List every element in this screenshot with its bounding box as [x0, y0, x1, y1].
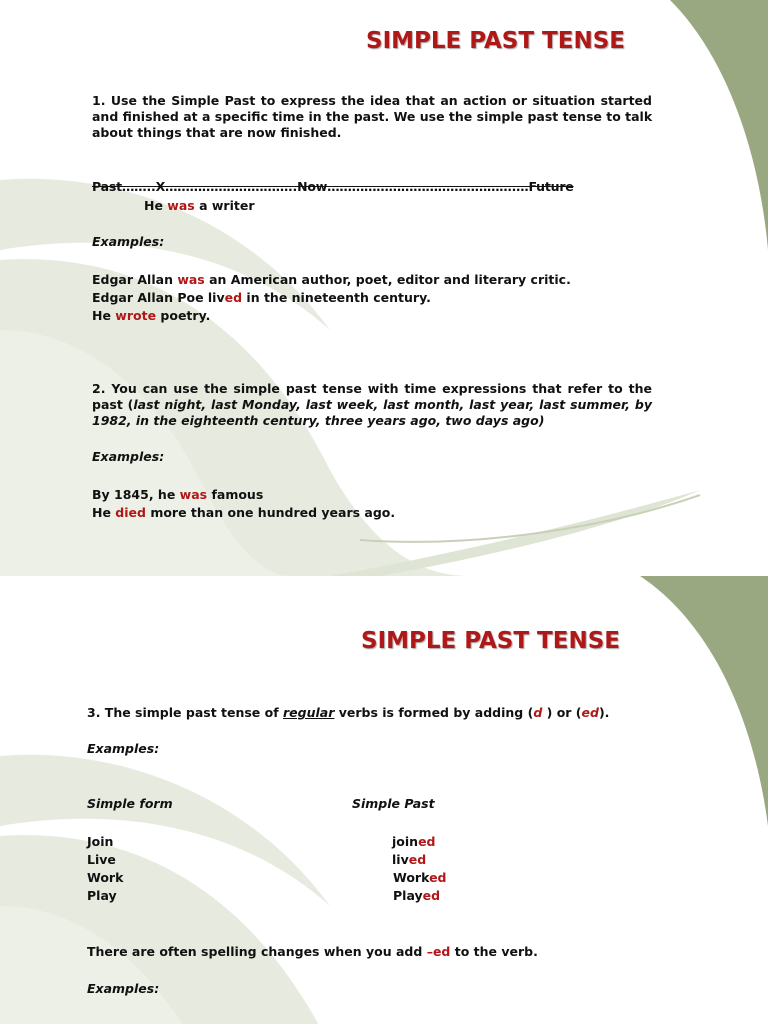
verb-past-played: [393, 888, 440, 904]
stem: Play: [393, 888, 423, 903]
verb-past-worked: [393, 870, 447, 886]
paragraph-1-line-3: about things that are now finished.: [92, 125, 342, 140]
column-header-simple-form: [87, 796, 173, 812]
examples-label: [87, 741, 159, 757]
header-text: Simple form: [87, 796, 173, 811]
text: Edgar Allan Poe liv: [92, 290, 225, 305]
verb-highlight: was: [179, 487, 208, 502]
paragraph-1-line-2: and finished at a specific time in the past. We use the simple past tense to talk: [92, 109, 653, 124]
suffix: ed: [418, 834, 436, 849]
paragraph-1: [92, 93, 652, 141]
suffix: ed: [408, 852, 427, 867]
example-sentence-5: [92, 505, 395, 521]
suffix-ed: –ed: [426, 944, 451, 959]
text: He: [144, 198, 168, 213]
examples-label-text: Examples:: [92, 449, 165, 464]
slide-2: [0, 576, 768, 1024]
suffix-ed: ed: [581, 705, 599, 720]
column-header-simple-past: [352, 796, 435, 812]
slide-2-title: SIMPLE PAST TENSE: [361, 628, 620, 654]
examples-label: [92, 234, 164, 250]
text: ) or (: [542, 705, 582, 720]
verb-past-joined: [392, 834, 436, 850]
text: a writer: [194, 198, 255, 213]
text: an American author, poet, editor and literary critic.: [204, 272, 571, 287]
spelling-note: [87, 944, 538, 960]
text: more than one hundred years ago.: [145, 505, 396, 520]
text: famous: [207, 487, 264, 502]
time-expressions: last night, last Monday, last week, last month, last year, last summer, by: [133, 397, 652, 412]
time-expressions: 1982, in the eighteenth century, three years ago, two days ago): [92, 413, 545, 428]
text: He: [92, 505, 116, 520]
verb-highlight: was: [177, 272, 205, 287]
slide-1-title: SIMPLE PAST TENSE: [366, 28, 625, 54]
verb-base-work: Work: [87, 870, 124, 885]
verb-highlight: wrote: [115, 308, 157, 323]
text: verbs is formed by adding (: [334, 705, 534, 720]
verb-highlight: ed: [224, 290, 243, 305]
example-sentence-2: [92, 290, 431, 306]
timeline-example: [144, 198, 255, 214]
verb-base-live: Live: [87, 852, 116, 867]
verb-highlight: was: [167, 198, 195, 213]
example-sentence-3: [92, 308, 210, 324]
verb-past-lived: [392, 852, 426, 868]
text: There are often spelling changes when you add: [87, 944, 427, 959]
examples-label: [87, 981, 159, 997]
verb-base-play: Play: [87, 888, 117, 903]
stem: Work: [393, 870, 430, 885]
text: ).: [598, 705, 610, 720]
text: He: [92, 308, 116, 323]
paragraph-2-line-2: [92, 397, 652, 413]
example-sentence-1: [92, 272, 571, 288]
verb-base-join: Join: [87, 834, 114, 849]
stem: liv: [392, 852, 409, 867]
text: 3. The simple past tense of: [87, 705, 284, 720]
text: in the nineteenth century.: [242, 290, 431, 305]
paragraph-2-line-1: 2. You can use the simple past tense with time expressions that refer to the: [92, 381, 652, 396]
paragraph-2: [92, 381, 652, 429]
examples-label-text: Examples:: [92, 234, 165, 249]
regular-emphasis: regular: [283, 705, 335, 720]
stem: join: [392, 834, 419, 849]
suffix: ed: [429, 870, 447, 885]
header-text: Simple Past: [352, 796, 435, 811]
paragraph-3: [87, 705, 609, 721]
suffix-d: d: [533, 705, 543, 720]
example-sentence-4: [92, 487, 263, 503]
text: to the verb.: [450, 944, 538, 959]
text: By 1845, he: [92, 487, 180, 502]
suffix: ed: [422, 888, 441, 903]
examples-label-text: Examples:: [87, 981, 160, 996]
timeline: Past……..X…………………………..Now……………………………………….…Future: [92, 179, 574, 194]
verb-highlight: died: [115, 505, 146, 520]
paragraph-1-line-1: 1. Use the Simple Past to express the idea that an action or situation started: [92, 93, 652, 108]
examples-label: [92, 449, 164, 465]
text: poetry.: [156, 308, 211, 323]
paragraph-2-line-3: [92, 413, 652, 429]
text: Edgar Allan: [92, 272, 178, 287]
examples-label-text: Examples:: [87, 741, 160, 756]
text: past (: [92, 397, 134, 412]
